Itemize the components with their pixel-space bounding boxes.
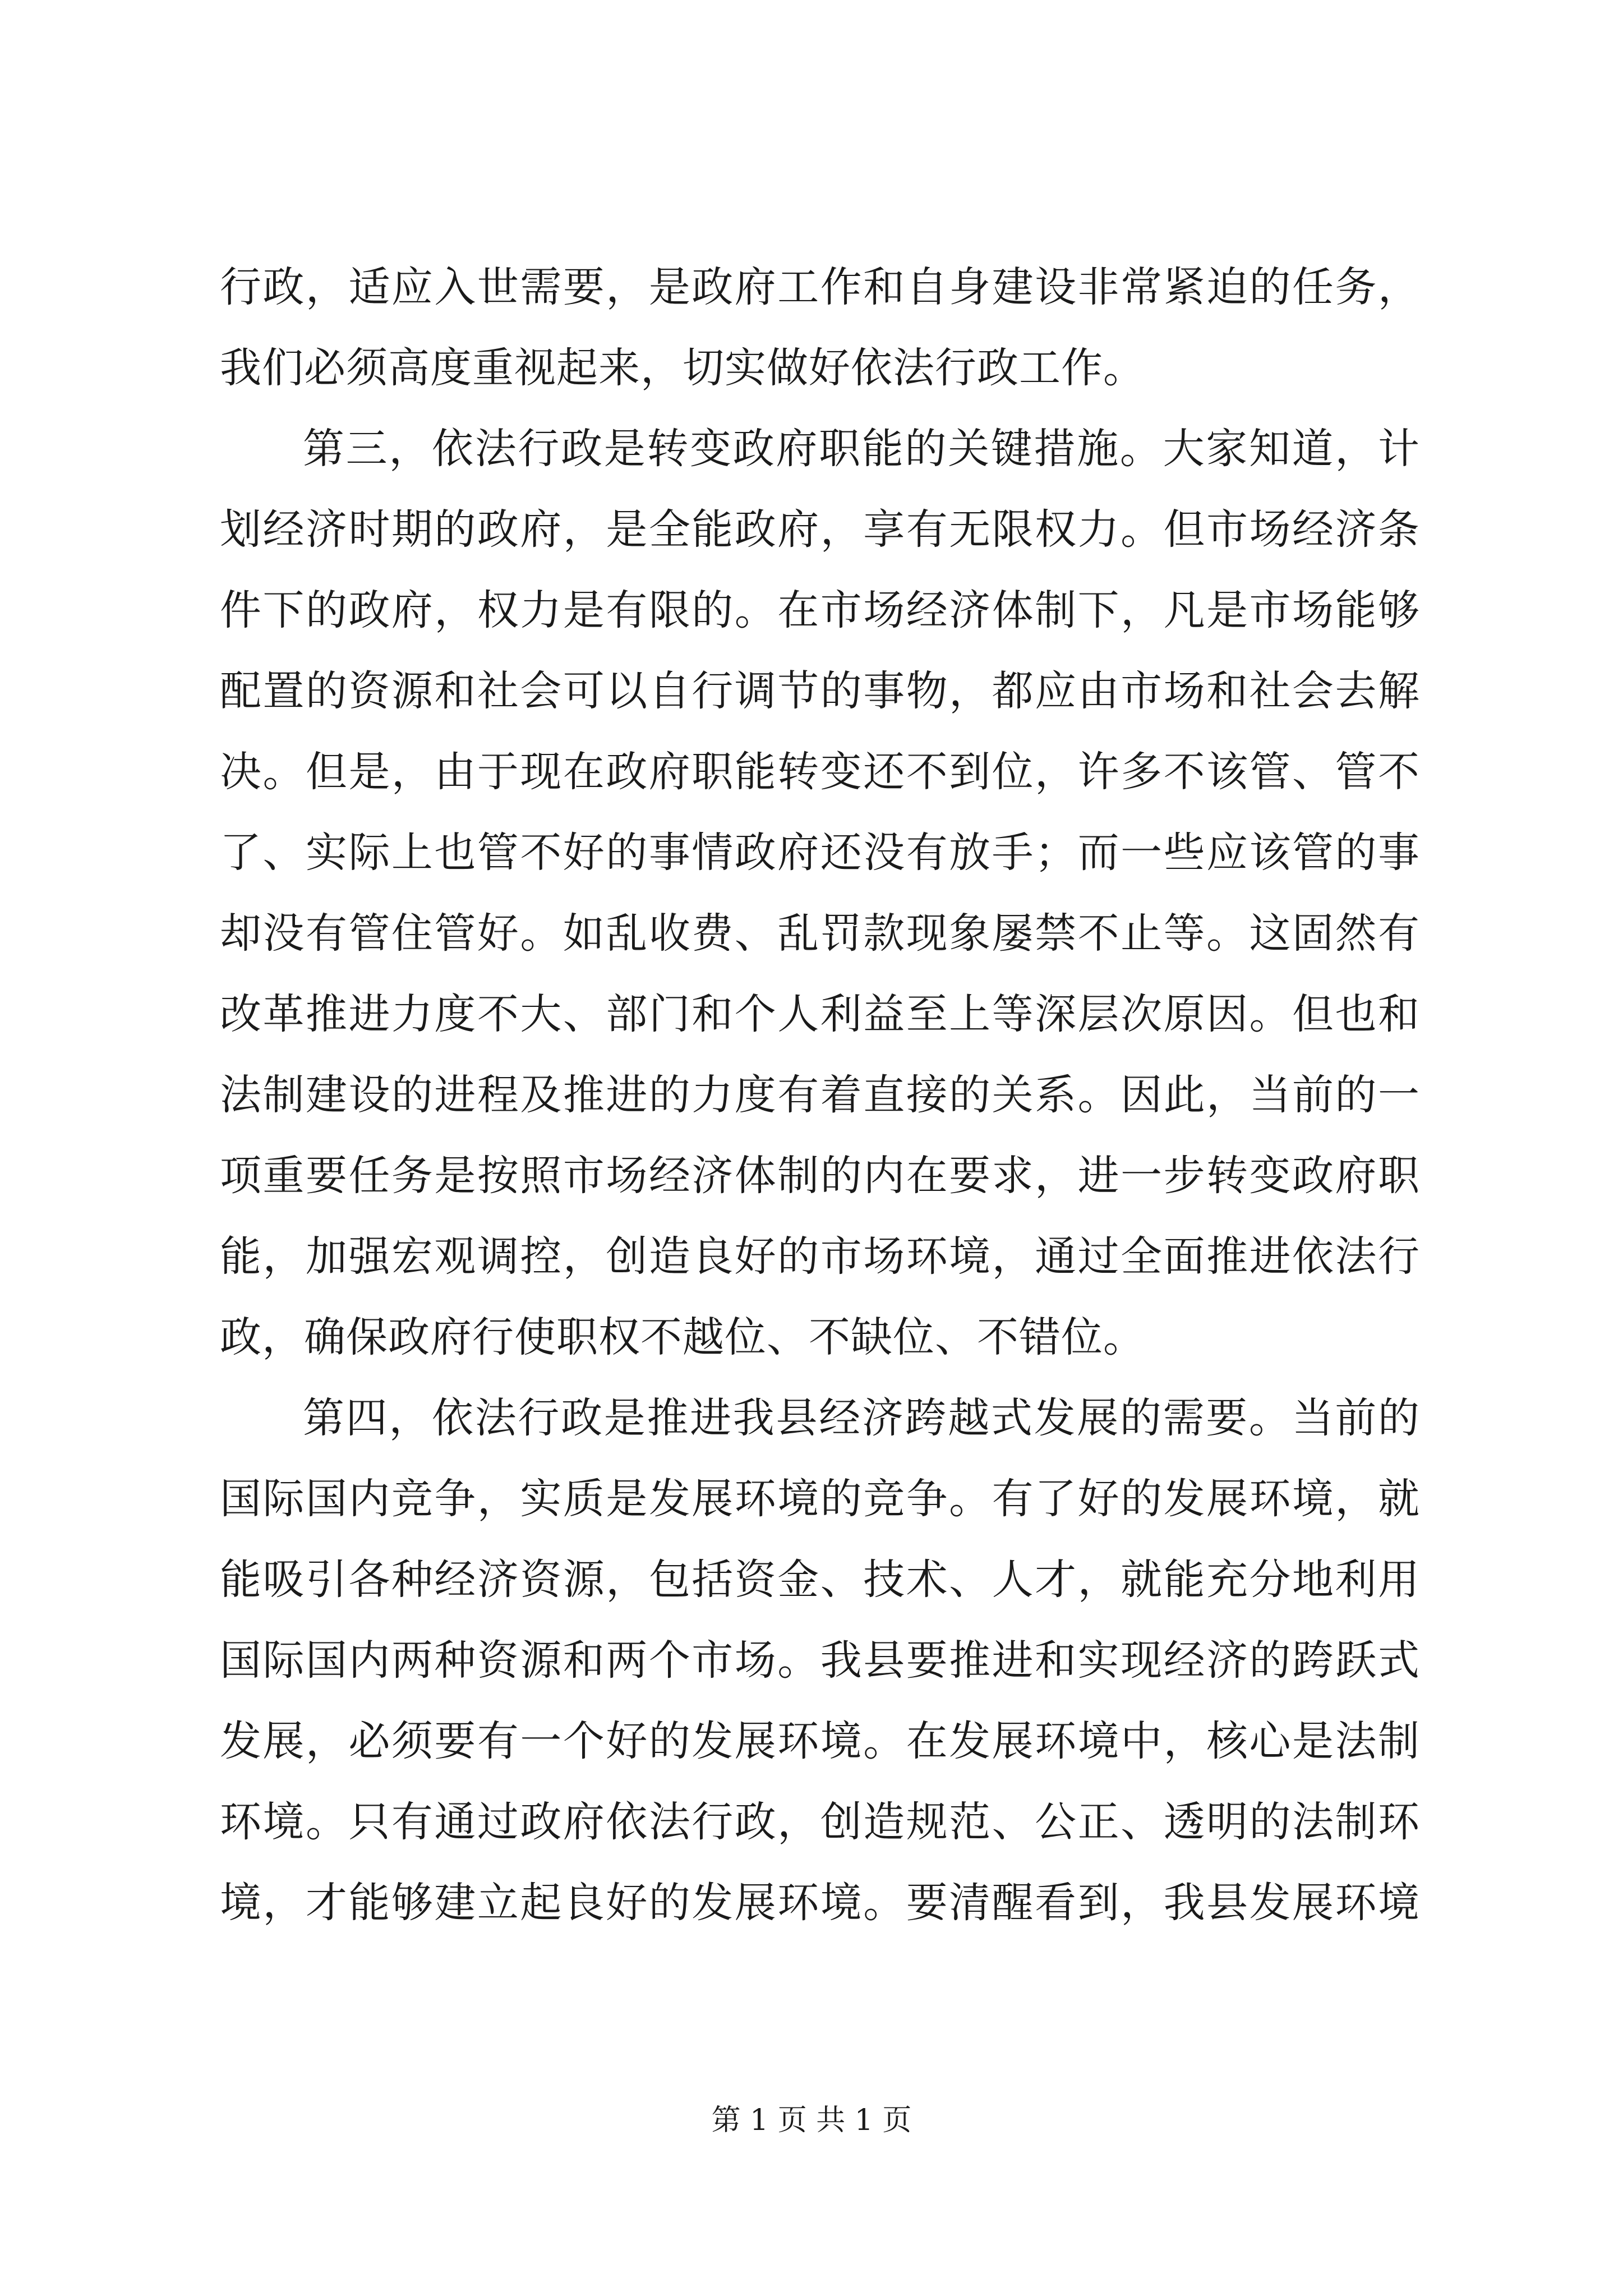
text-line: 行政，适应入世需要，是政府工作和自身建设非常紧迫的任务， bbox=[220, 263, 1420, 311]
text-line: 件下的政府，权力是有限的。在市场经济体制下，凡是市场能够 bbox=[220, 586, 1420, 634]
text-line: 项重要任务是按照市场经济体制的内在要求，进一步转变政府职 bbox=[220, 1152, 1420, 1200]
paragraph-start-line: 第四，依法行政是推进我县经济跨越式发展的需要。当前的 bbox=[303, 1394, 1420, 1442]
text-line: 发展，必须要有一个好的发展环境。在发展环境中，核心是法制 bbox=[220, 1717, 1420, 1765]
page-number-footer: 第 1 页 共 1 页 bbox=[711, 2104, 912, 2137]
text-line: 了、实际上也管不好的事情政府还没有放手；而一些应该管的事 bbox=[220, 829, 1420, 877]
text-line: 能吸引各种经济资源，包括资金、技术、人才，就能充分地利用 bbox=[220, 1556, 1420, 1604]
paragraph-start-line: 第三，依法行政是转变政府职能的关键措施。大家知道，计 bbox=[303, 425, 1420, 473]
text-line: 改革推进力度不大、部门和个人利益至上等深层次原因。但也和 bbox=[220, 990, 1420, 1038]
text-line: 我们必须高度重视起来，切实做好依法行政工作。 bbox=[220, 344, 1145, 392]
text-line: 法制建设的进程及推进的力度有着直接的关系。因此，当前的一 bbox=[220, 1071, 1420, 1119]
text-line: 却没有管住管好。如乱收费、乱罚款现象屡禁不止等。这固然有 bbox=[220, 909, 1420, 958]
text-line: 政，确保政府行使职权不越位、不缺位、不错位。 bbox=[220, 1313, 1145, 1361]
body-text bbox=[220, 247, 1420, 1943]
text-line: 国际国内竞争，实质是发展环境的竞争。有了好的发展环境，就 bbox=[220, 1475, 1420, 1523]
text-line: 环境。只有通过政府依法行政，创造规范、公正、透明的法制环 bbox=[220, 1798, 1420, 1846]
text-line: 决。但是，由于现在政府职能转变还不到位，许多不该管、管不 bbox=[220, 748, 1420, 796]
text-line: 划经济时期的政府，是全能政府，享有无限权力。但市场经济条 bbox=[220, 505, 1420, 554]
text-line: 能，加强宏观调控，创造良好的市场环境，通过全面推进依法行 bbox=[220, 1232, 1420, 1281]
text-line: 配置的资源和社会可以自行调节的事物，都应由市场和社会去解 bbox=[220, 667, 1420, 715]
text-line: 国际国内两种资源和两个市场。我县要推进和实现经济的跨跃式 bbox=[220, 1636, 1420, 1685]
text-line: 境，才能够建立起良好的发展环境。要清醒看到，我县发展环境 bbox=[220, 1879, 1420, 1927]
